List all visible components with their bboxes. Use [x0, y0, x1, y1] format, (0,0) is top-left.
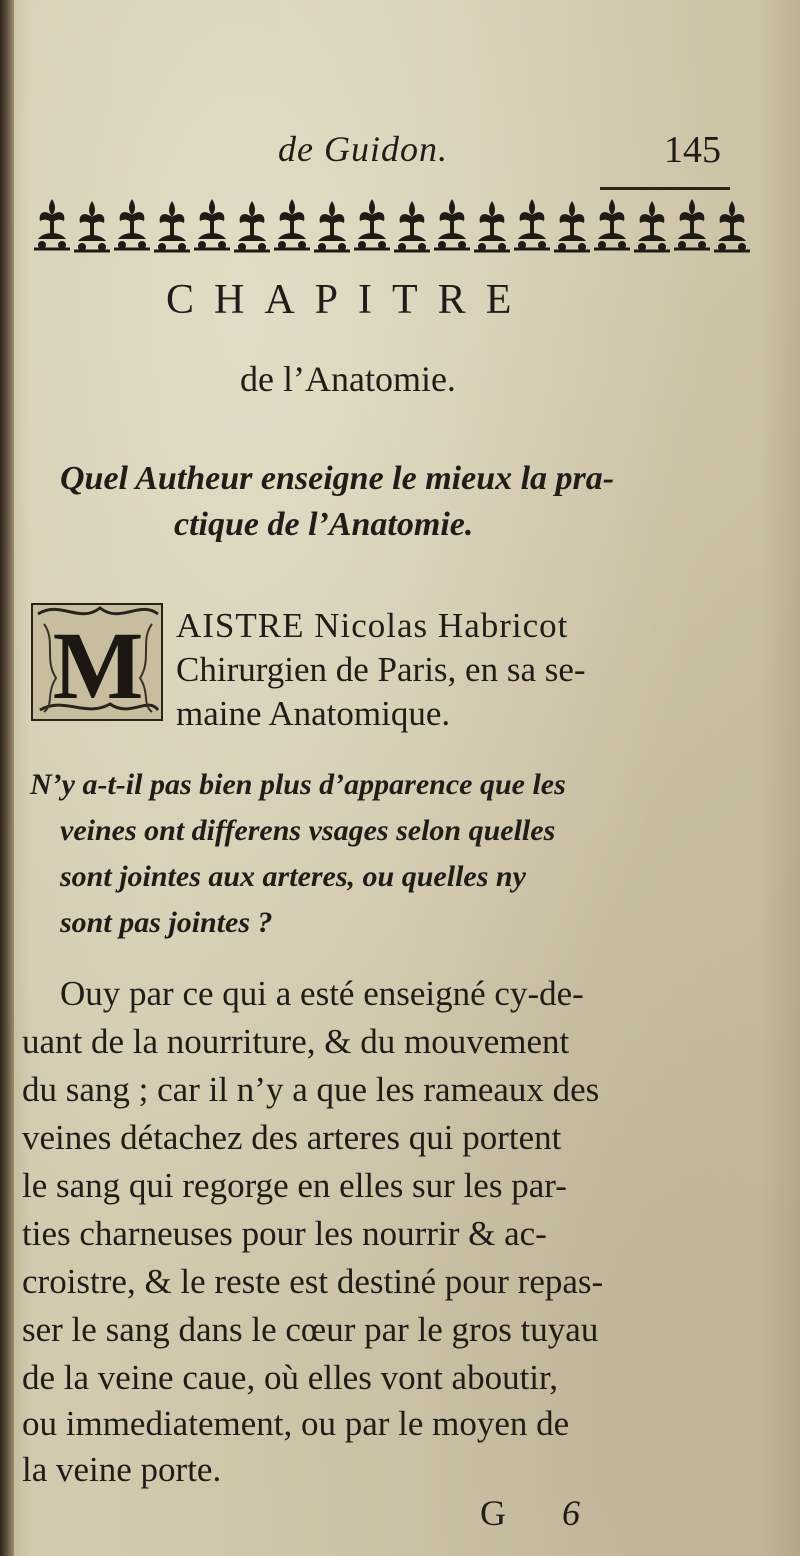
decorated-initial-icon — [30, 600, 166, 724]
book-spine-edge — [0, 0, 14, 1556]
top-rule — [600, 187, 730, 190]
question-1-line-1: Quel Autheur enseigne le mieux la pra- — [60, 460, 615, 497]
answer-2-line-5: le sang qui regorge en elles sur les par- — [22, 1166, 567, 1205]
fleuron-band-icon — [32, 193, 762, 255]
answer-2-line-11: la veine porte. — [22, 1450, 222, 1489]
svg-text:M: M — [52, 612, 144, 719]
question-2-line-4: sont pas jointes ? — [60, 906, 273, 939]
answer-2-line-4: veines détachez des arteres qui portent — [22, 1118, 562, 1157]
chapter-heading: CHAPITRE — [166, 277, 532, 323]
question-1-line-2: ctique de l’Anatomie. — [174, 506, 474, 543]
answer-2-line-7: croistre, & le reste est destiné pour repas- — [22, 1262, 604, 1301]
question-2-line-3: sont jointes aux arteres, ou quelles ny — [60, 860, 526, 893]
answer-2-line-10: ou immediatement, ou par le moyen de — [22, 1404, 570, 1443]
question-2-line-2: veines ont differens vsages selon quelles — [60, 814, 556, 847]
answer-2-line-3: du sang ; car il n’y a que les rameaux des — [22, 1070, 600, 1109]
answer-2-line-6: ties charneuses pour les nourrir & ac- — [22, 1214, 547, 1253]
signature-number: 6 — [562, 1493, 580, 1533]
running-head: de Guidon. — [278, 129, 448, 169]
answer-1-line-1: AISTRE Nicolas Habricot — [176, 606, 569, 645]
page-number: 145 — [664, 129, 721, 171]
answer-1-line-2: Chirurgien de Paris, en sa se- — [176, 650, 586, 689]
answer-2-line-1: Ouy par ce qui a esté enseigné cy-de- — [60, 974, 584, 1013]
answer-2-line-9: de la veine caue, où elles vont aboutir, — [22, 1358, 559, 1397]
answer-2-line-2: uant de la nourriture, & du mouvement — [22, 1022, 570, 1061]
chapter-subtitle: de l’Anatomie. — [240, 359, 456, 399]
question-2-line-1: N’y a-t-il pas bien plus d’apparence que les — [30, 768, 566, 801]
answer-1-line-3: maine Anatomique. — [176, 694, 451, 733]
signature-letter: G — [480, 1493, 506, 1533]
answer-2-line-8: ser le sang dans le cœur par le gros tuyau — [22, 1310, 599, 1349]
